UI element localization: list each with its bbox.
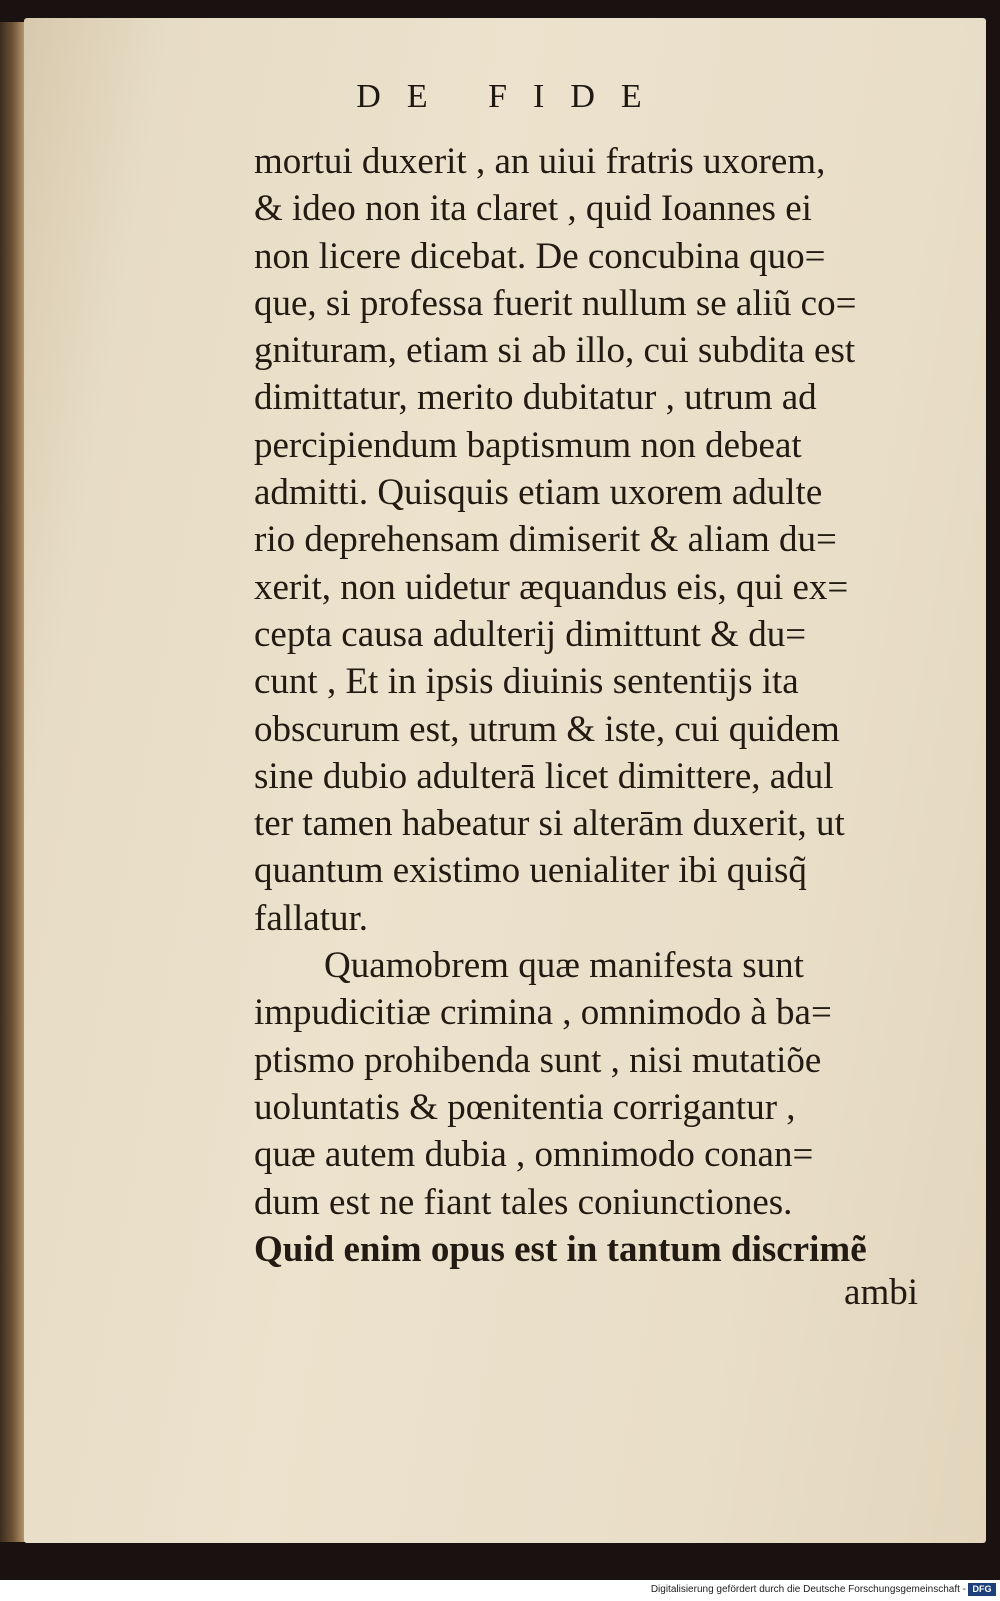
text-line: que, si professa fuerit nullum se aliũ co=: [254, 282, 857, 324]
text-line: ter tamen habeatur si alterām duxerit, ut: [254, 803, 845, 845]
dfg-logo: DFG: [968, 1583, 996, 1596]
text-line: mortui duxerit , an uiui fratris uxorem,: [254, 141, 826, 182]
text-line: quantum existimo uenialiter ibi quisq̃: [254, 850, 807, 892]
text-line: non licere dicebat. De concubina quo=: [254, 235, 826, 277]
text-line: xerit, non uidetur æquandus eis, qui ex=: [254, 566, 849, 608]
paragraph-start-line: Quamobrem quæ manifesta sunt: [324, 945, 804, 987]
text-line: obscurum est, utrum & iste, cui quidem: [254, 708, 840, 750]
text-line: ptismo prohibenda sunt , nisi mutatiõe: [254, 1039, 822, 1081]
text-line: & ideo non ita claret , quid Ioannes ei: [254, 188, 812, 230]
text-line: uoluntatis & pœnitentia corrigantur ,: [254, 1086, 796, 1128]
text-line: dimittatur, merito dubitatur , utrum ad: [254, 377, 817, 419]
text-line: rio deprehensam dimiserit & aliam du=: [254, 519, 837, 561]
running-head: DE FIDE: [356, 78, 668, 115]
digitization-credit: Digitalisierung gefördert durch die Deutsche Forschungsgemeinschaft -: [650, 1584, 966, 1595]
text-line: quæ autem dubia , omnimodo conan=: [254, 1134, 814, 1176]
text-line: cepta causa adulterij dimittunt & du=: [254, 613, 807, 655]
text-line: gnituram, etiam si ab illo, cui subdita est: [254, 330, 856, 372]
text-block: [254, 138, 954, 1273]
text-line: cunt , Et in ipsis diuinis sententijs ita: [254, 661, 799, 703]
text-line: fallatur.: [254, 897, 369, 939]
text-line: Quid enim opus est in tantum discrimẽ: [254, 1228, 867, 1270]
text-line: impudicitiæ crimina , omnimodo à ba=: [254, 992, 832, 1034]
catchword: ambi: [844, 1272, 918, 1313]
text-line: dum est ne fiant tales coniunctiones.: [254, 1181, 793, 1223]
text-line: percipiendum baptismum non debeat: [254, 424, 802, 466]
text-line: sine dubio adulterā licet dimittere, adul: [254, 755, 834, 797]
text-line: admitti. Quisquis etiam uxorem adulte: [254, 472, 823, 514]
book-page: [24, 18, 986, 1543]
